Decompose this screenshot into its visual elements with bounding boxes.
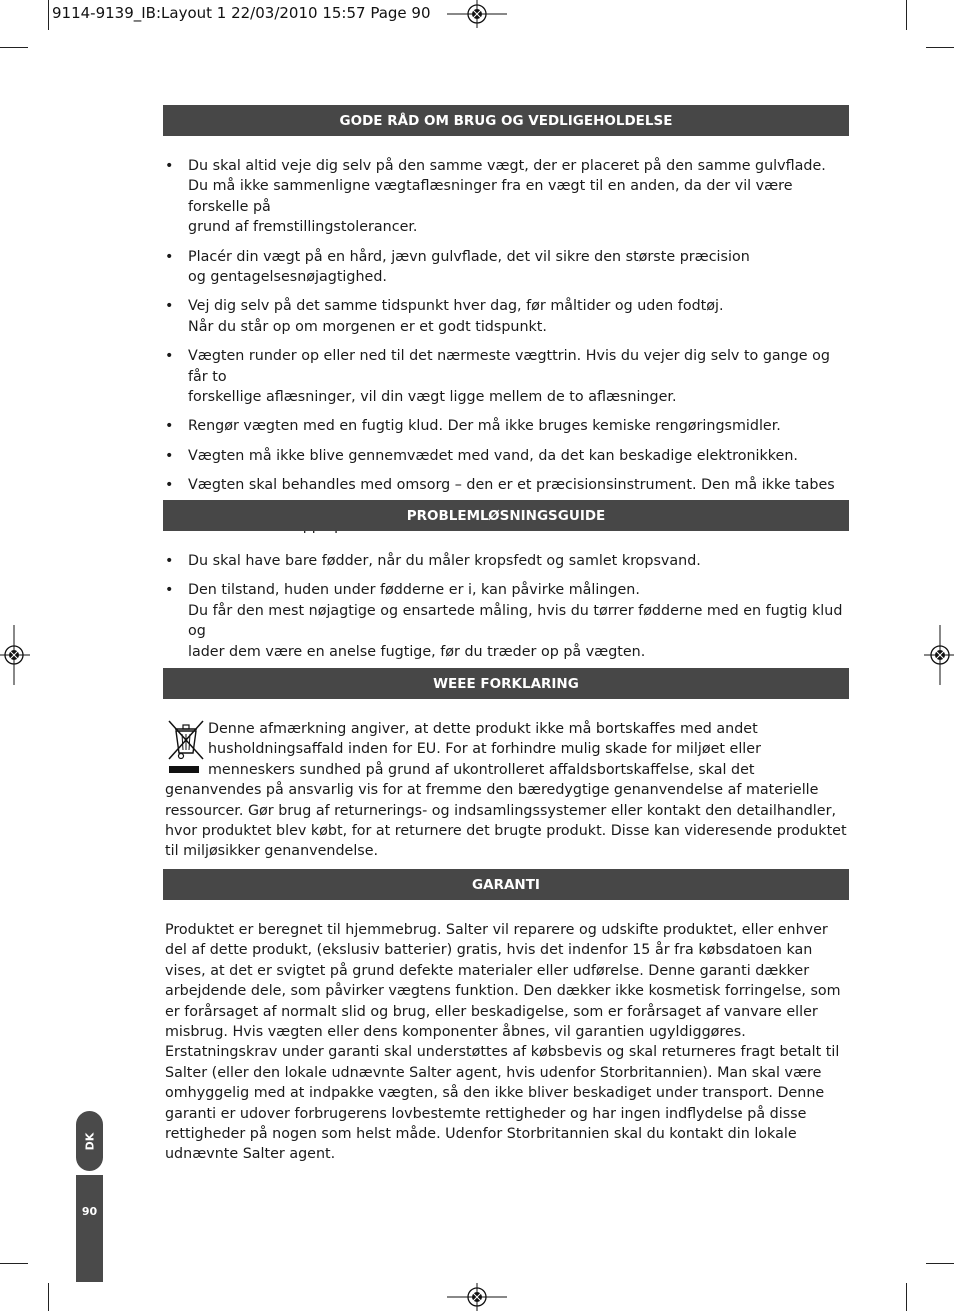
language-tab-label: DK <box>83 1132 96 1150</box>
list-item-line: Rengør vægten med en fugtig klud. Der må ikke bruges kemiske rengøringsmidler. <box>188 418 781 435</box>
bullet-marker: • <box>165 298 174 315</box>
crop-mark <box>906 1283 907 1311</box>
list-item-line: Vægten skal behandles med omsorg – den er et præcisionsinstrument. Den må ikke tabes <box>188 477 835 494</box>
bullet-marker: • <box>165 477 174 494</box>
registration-mark-icon <box>447 1283 507 1311</box>
crop-mark <box>0 1263 28 1264</box>
list-item-line: grund af fremstillingstolerancer. <box>188 219 418 236</box>
crop-mark <box>0 47 28 48</box>
section-title-weee: WEEE FORKLARING <box>163 668 849 699</box>
list-item <box>163 551 849 571</box>
warranty-text: Produktet er beregnet til hjemmebrug. Salter vil reparere og udskifte produktet, eller enhver del af dette produkt, (ekslusiv batterier) gratis, hvis det indenfor 15 år fra købsdatoen kan vises, at det er svigtet på grund defekte materialer eller udførelse. Denne garanti dækker arbejdende dele, som påvirker vægtens funktion. Den dækker ikke kosmetisk forringelse, som er forårsaget af normalt slid og brug, eller beskadigelse, som er forårsaget af vanvare eller misbrug. Hvis vægten eller dens komponenter åbnes, vil garantien ugyldiggøres. Erstatningskrav under garanti skal understøttes af købsbevis og skal returneres fragt betalt til Salter (eller den lokale udnævnte Salter agent, hvis udenfor Storbritannien). Man skal være omhyggelig med at indpakke vægten, så den ikke bliver beskadiget under transport. Denne garanti er udover forbrugerens lovbestemte rettigheder og har ingen indflydelse på disse rettigheder på nogen som helst måde. Udenfor Storbritannien skal du kontakt din lokale udnævnte Salter agent. <box>165 922 841 1163</box>
crop-mark <box>48 0 49 30</box>
crop-mark <box>48 1283 49 1311</box>
list-item <box>163 580 849 662</box>
weee-text: Denne afmærkning angiver, at dette produkt ikke må bortskaffes med andet husholdningsaffald inden for EU. For at forhindre mulig skade for miljøet eller menneskers sundhed på grund af ukontrolleret affaldsbortskaffelse, skal det genanvendes på ansvarlig vis for at fremme den bæredygtige genanvendelse af materielle ressourcer. Gør brug af returnerings- og indsamlingssystemer eller kontakt den detailhandler, hvor produktet blev købt, for at returnere det brugte produkt. Disse kan videresende produktet til miljøsikker genanvendelse. <box>165 721 847 860</box>
crop-mark <box>926 1263 954 1264</box>
troubleshooting-list <box>163 551 849 671</box>
list-item-line: lader dem være en anelse fugtige, før du træder op på vægten. <box>188 643 646 660</box>
registration-mark-icon <box>0 625 30 685</box>
weee-block <box>165 719 849 862</box>
list-item-line: Du skal have bare fødder, når du måler kropsfedt og samlet kropsvand. <box>188 553 701 569</box>
list-item <box>163 247 849 288</box>
bullet-marker: • <box>165 348 174 365</box>
list-item-line: Placér din vægt på en hård, jævn gulvflade, det vil sikre den største præcision <box>188 248 750 265</box>
page-number: 90 <box>81 1205 98 1218</box>
registration-mark-icon <box>447 0 507 28</box>
bullet-marker: • <box>165 158 174 174</box>
list-item <box>163 156 849 238</box>
care-tips-list <box>163 156 849 546</box>
list-item-line: Du får den mest nøjagtige og ensartede måling, hvis du tørrer fødderne med en fugtig klud og <box>188 602 843 640</box>
list-item-line: Vægten runder op eller ned til det nærmeste vægttrin. Hvis du vejer dig selv to gange og får to <box>188 348 830 385</box>
bullet-marker: • <box>165 582 174 599</box>
list-item-line: og gentagelsesnøjagtighed. <box>188 269 387 286</box>
bullet-marker: • <box>165 248 174 265</box>
list-item <box>163 446 849 466</box>
bullet-marker: • <box>165 447 174 464</box>
list-item-line: Du skal altid veje dig selv på den samme vægt, der er placeret på den samme gulvflade. <box>188 158 826 174</box>
list-item-line: Du må ikke sammenligne vægtaflæsninger fra en vægt til en anden, da der vil være forskelle på <box>188 178 793 215</box>
list-item-line: forskellige aflæsninger, vil din vægt ligge mellem de to aflæsninger. <box>188 389 677 406</box>
crop-mark <box>926 47 954 48</box>
list-item <box>163 346 849 407</box>
language-tab <box>76 1111 103 1171</box>
list-item <box>163 296 849 337</box>
print-slug: 9114-9139_IB:Layout 1 22/03/2010 15:57 Page 90 <box>52 4 431 22</box>
section-title-warranty: GARANTI <box>163 869 849 900</box>
section-title-troubleshooting: PROBLEMLØSNINGSGUIDE <box>163 500 849 531</box>
list-item-line: Vægten må ikke blive gennemvædet med vand, da det kan beskadige elektronikken. <box>188 447 798 464</box>
crossed-out-wheelie-bin-icon <box>165 719 207 779</box>
bullet-marker: • <box>165 418 174 435</box>
registration-mark-icon <box>924 625 954 685</box>
section-title-care: GODE RÅD OM BRUG OG VEDLIGEHOLDELSE <box>163 105 849 136</box>
crop-mark <box>906 0 907 30</box>
list-item-line: Den tilstand, huden under fødderne er i, kan påvirke målingen. <box>188 582 640 599</box>
page-number-tab <box>76 1175 103 1282</box>
list-item-line: Vej dig selv på det samme tidspunkt hver dag, før måltider og uden fodtøj. <box>188 298 724 315</box>
list-item <box>163 416 849 436</box>
bullet-marker: • <box>165 553 174 569</box>
list-item-line: Når du står op om morgenen er et godt tidspunkt. <box>188 318 547 335</box>
